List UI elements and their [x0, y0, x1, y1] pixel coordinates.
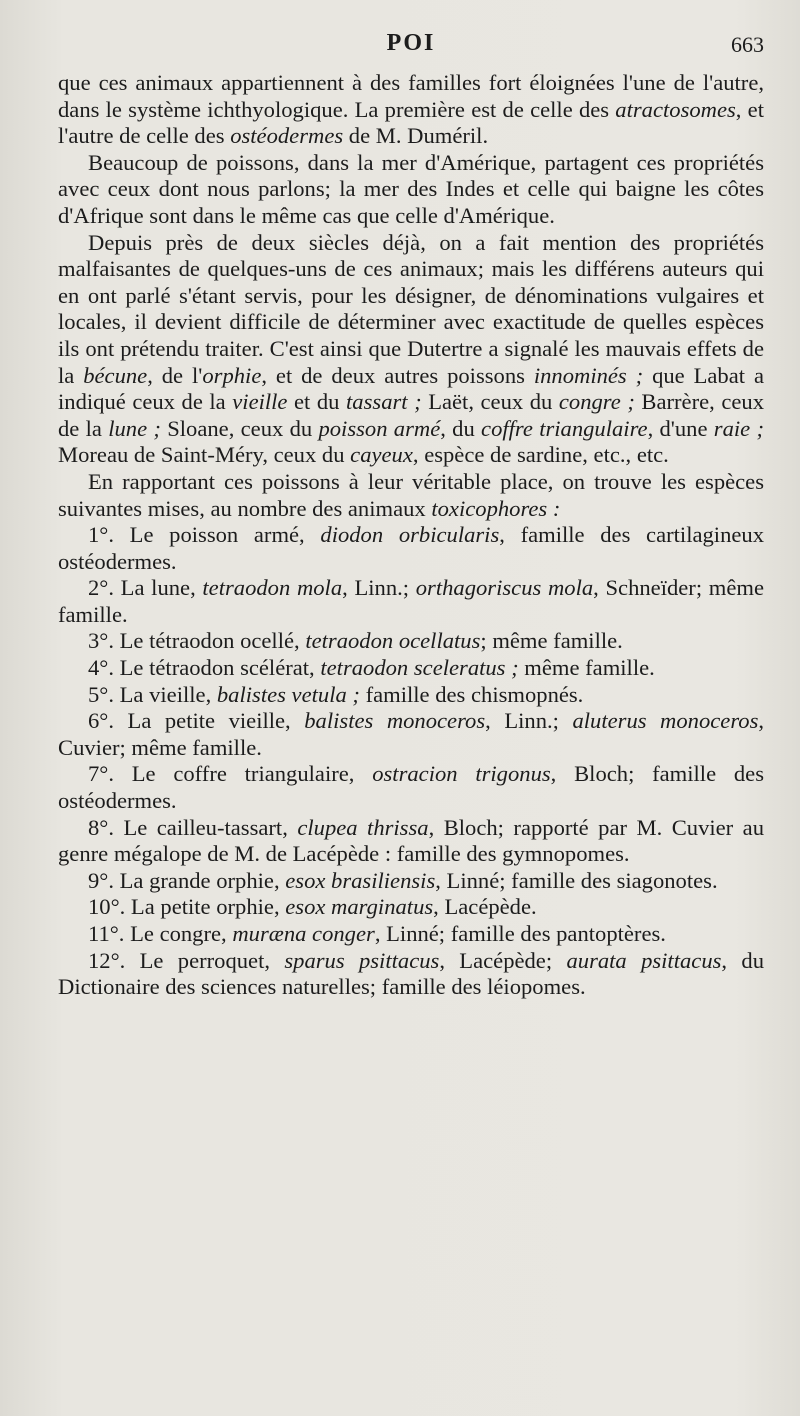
text-run: que Labat a indiqué ceux de la	[58, 362, 764, 415]
text-run: 11°. Le congre,	[88, 921, 233, 946]
italic-term: lune ;	[108, 415, 161, 441]
paragraph	[58, 948, 764, 1001]
italic-term: tassart ;	[346, 389, 422, 415]
italic-term: orthagoriscus mola	[415, 575, 594, 601]
text-run: 4°. Le tétraodon scélérat,	[88, 655, 321, 681]
italic-term: poisson armé	[318, 415, 441, 441]
text-run: 5°. La vieille,	[88, 681, 217, 707]
text-run: Sloane, ceux du	[160, 415, 319, 441]
italic-term: raie ;	[713, 415, 764, 441]
text-run: 6°. La petite vieille,	[88, 708, 305, 734]
text-run: , d'une	[647, 415, 714, 441]
text-run: 7°. Le coffre triangulaire,	[88, 761, 373, 787]
paragraph	[58, 150, 764, 230]
text-run: 9°. La grande orphie,	[88, 867, 286, 893]
italic-term: toxicophores :	[431, 495, 561, 521]
italic-term: cayeux	[350, 442, 413, 468]
text-run: Depuis près de deux siècles déjà, on a fait mention des propriétés malfaisantes de quelques-uns de ces animaux; mais les différens auteurs qui en ont parlé s'étant servis, pour les désigner, de dénominations vulgaires et locales, il devient difficile de déterminer avec exactitude de quelles espèces ils ont prétendu traiter. C'est ainsi que Dutertre a signalé les mauvais effets de la	[58, 229, 764, 388]
italic-term: atractosomes	[615, 96, 736, 122]
text-run: , du	[440, 415, 482, 441]
italic-term: balistes vetula ;	[216, 681, 360, 707]
italic-term: innominés ;	[533, 362, 644, 388]
text-run: 10°. La petite orphie,	[88, 894, 286, 920]
body-text	[58, 70, 764, 1001]
running-header	[58, 30, 764, 70]
text-run: Moreau de Saint-Méry, ceux du	[58, 442, 351, 468]
italic-term: diodon orbicularis	[320, 522, 500, 548]
text-run: En rapportant ces poissons à leur véritable place, on trouve les espèces suivantes mises, au nombre des animaux	[58, 468, 764, 521]
text-run: , Bloch; famille des ostéodermes.	[58, 761, 764, 814]
text-run: , Schneïder; même famille.	[58, 575, 764, 627]
text-run: famille des chismopnés.	[359, 681, 584, 707]
text-run: Barrère, ceux de la	[58, 389, 764, 441]
italic-term: tetraodon ocellatus	[305, 628, 481, 654]
italic-term: aurata psittacus	[566, 947, 722, 973]
italic-term: esox marginatus	[285, 894, 434, 920]
italic-term: muræna conger	[232, 921, 375, 946]
paragraph	[58, 682, 764, 709]
text-run: , Linn.;	[342, 575, 416, 601]
text-run: 1°. Le poisson armé,	[88, 522, 321, 548]
text-run: , et l'autre de celle des	[58, 96, 764, 149]
text-run: , Cuvier; même famille.	[58, 708, 765, 760]
italic-term: ostracion trigonus	[372, 761, 551, 787]
paragraph	[58, 868, 764, 895]
italic-term: aluterus monoceros	[572, 708, 759, 734]
text-run: , Lacépède.	[433, 894, 537, 920]
paragraph	[58, 575, 764, 628]
italic-term: tetraodon mola	[202, 575, 343, 601]
text-run: ; même famille.	[480, 628, 623, 654]
italic-term: vieille	[232, 389, 288, 415]
italic-term: esox brasiliensis	[285, 867, 436, 893]
italic-term: orphie	[202, 362, 262, 388]
text-run: , espèce de sardine, etc., etc.	[412, 442, 669, 468]
italic-term: congre ;	[558, 389, 635, 415]
text-run: , Linn.;	[485, 708, 573, 734]
text-run: Beaucoup de poissons, dans la mer d'Amérique, partagent ces propriétés avec ceux dont nous parlons; la mer des Indes et celle qui baigne les côtes d'Afrique sont dans le même cas que celle d'Amérique.	[58, 149, 764, 228]
paragraph	[58, 921, 764, 948]
text-run: 12°. Le perroquet,	[88, 947, 285, 973]
text-run: , du Dictionaire des sciences naturelles; famille des léiopomes.	[58, 947, 764, 1000]
text-run: 2°. La lune,	[88, 575, 203, 601]
page-number: 663	[731, 32, 764, 57]
italic-term: bécune	[83, 362, 148, 388]
text-run: de M. Duméril.	[343, 123, 489, 149]
text-run: , Linné; famille des siagonotes.	[435, 867, 718, 893]
text-run: 3°. Le tétraodon ocellé,	[88, 628, 306, 654]
paragraph	[58, 628, 764, 655]
paragraph	[58, 522, 764, 575]
paragraph	[58, 655, 764, 682]
text-run: 8°. Le cailleu-tassart,	[88, 814, 298, 840]
text-run: , Lacépède;	[439, 947, 567, 973]
paragraph	[58, 230, 764, 469]
text-run: , de l'	[147, 362, 203, 388]
paragraph	[58, 70, 764, 150]
text-run: que ces animaux appartiennent à des familles fort éloignées l'une de l'autre, dans le système ichthyologique. La première est de celle des	[58, 70, 764, 122]
text-run: et du	[287, 389, 347, 415]
paragraph	[58, 815, 764, 868]
italic-term: balistes monoceros	[304, 708, 486, 734]
paragraph	[58, 894, 764, 921]
italic-term: clupea thrissa	[297, 814, 429, 840]
italic-term: coffre triangulaire	[481, 415, 648, 441]
italic-term: sparus psittacus	[284, 947, 440, 973]
paragraph	[58, 469, 764, 522]
text-run: , Linné; famille des pantoptères.	[374, 921, 666, 946]
text-run: , Bloch; rapporté par M. Cuvier au genre mégalope de M. de Lacépède : famille des gymnopomes.	[58, 814, 764, 867]
paragraph	[58, 708, 764, 761]
text-run: , et de deux autres poissons	[261, 362, 534, 388]
text-run: même famille.	[518, 655, 655, 681]
text-run: , famille des cartilagineux ostéodermes.	[58, 522, 764, 574]
paragraph	[58, 761, 764, 814]
text-run: Laët, ceux du	[421, 389, 559, 415]
italic-term: tetraodon sceleratus ;	[320, 655, 519, 681]
running-title: POI	[386, 30, 436, 56]
italic-term: ostéodermes	[230, 123, 344, 149]
